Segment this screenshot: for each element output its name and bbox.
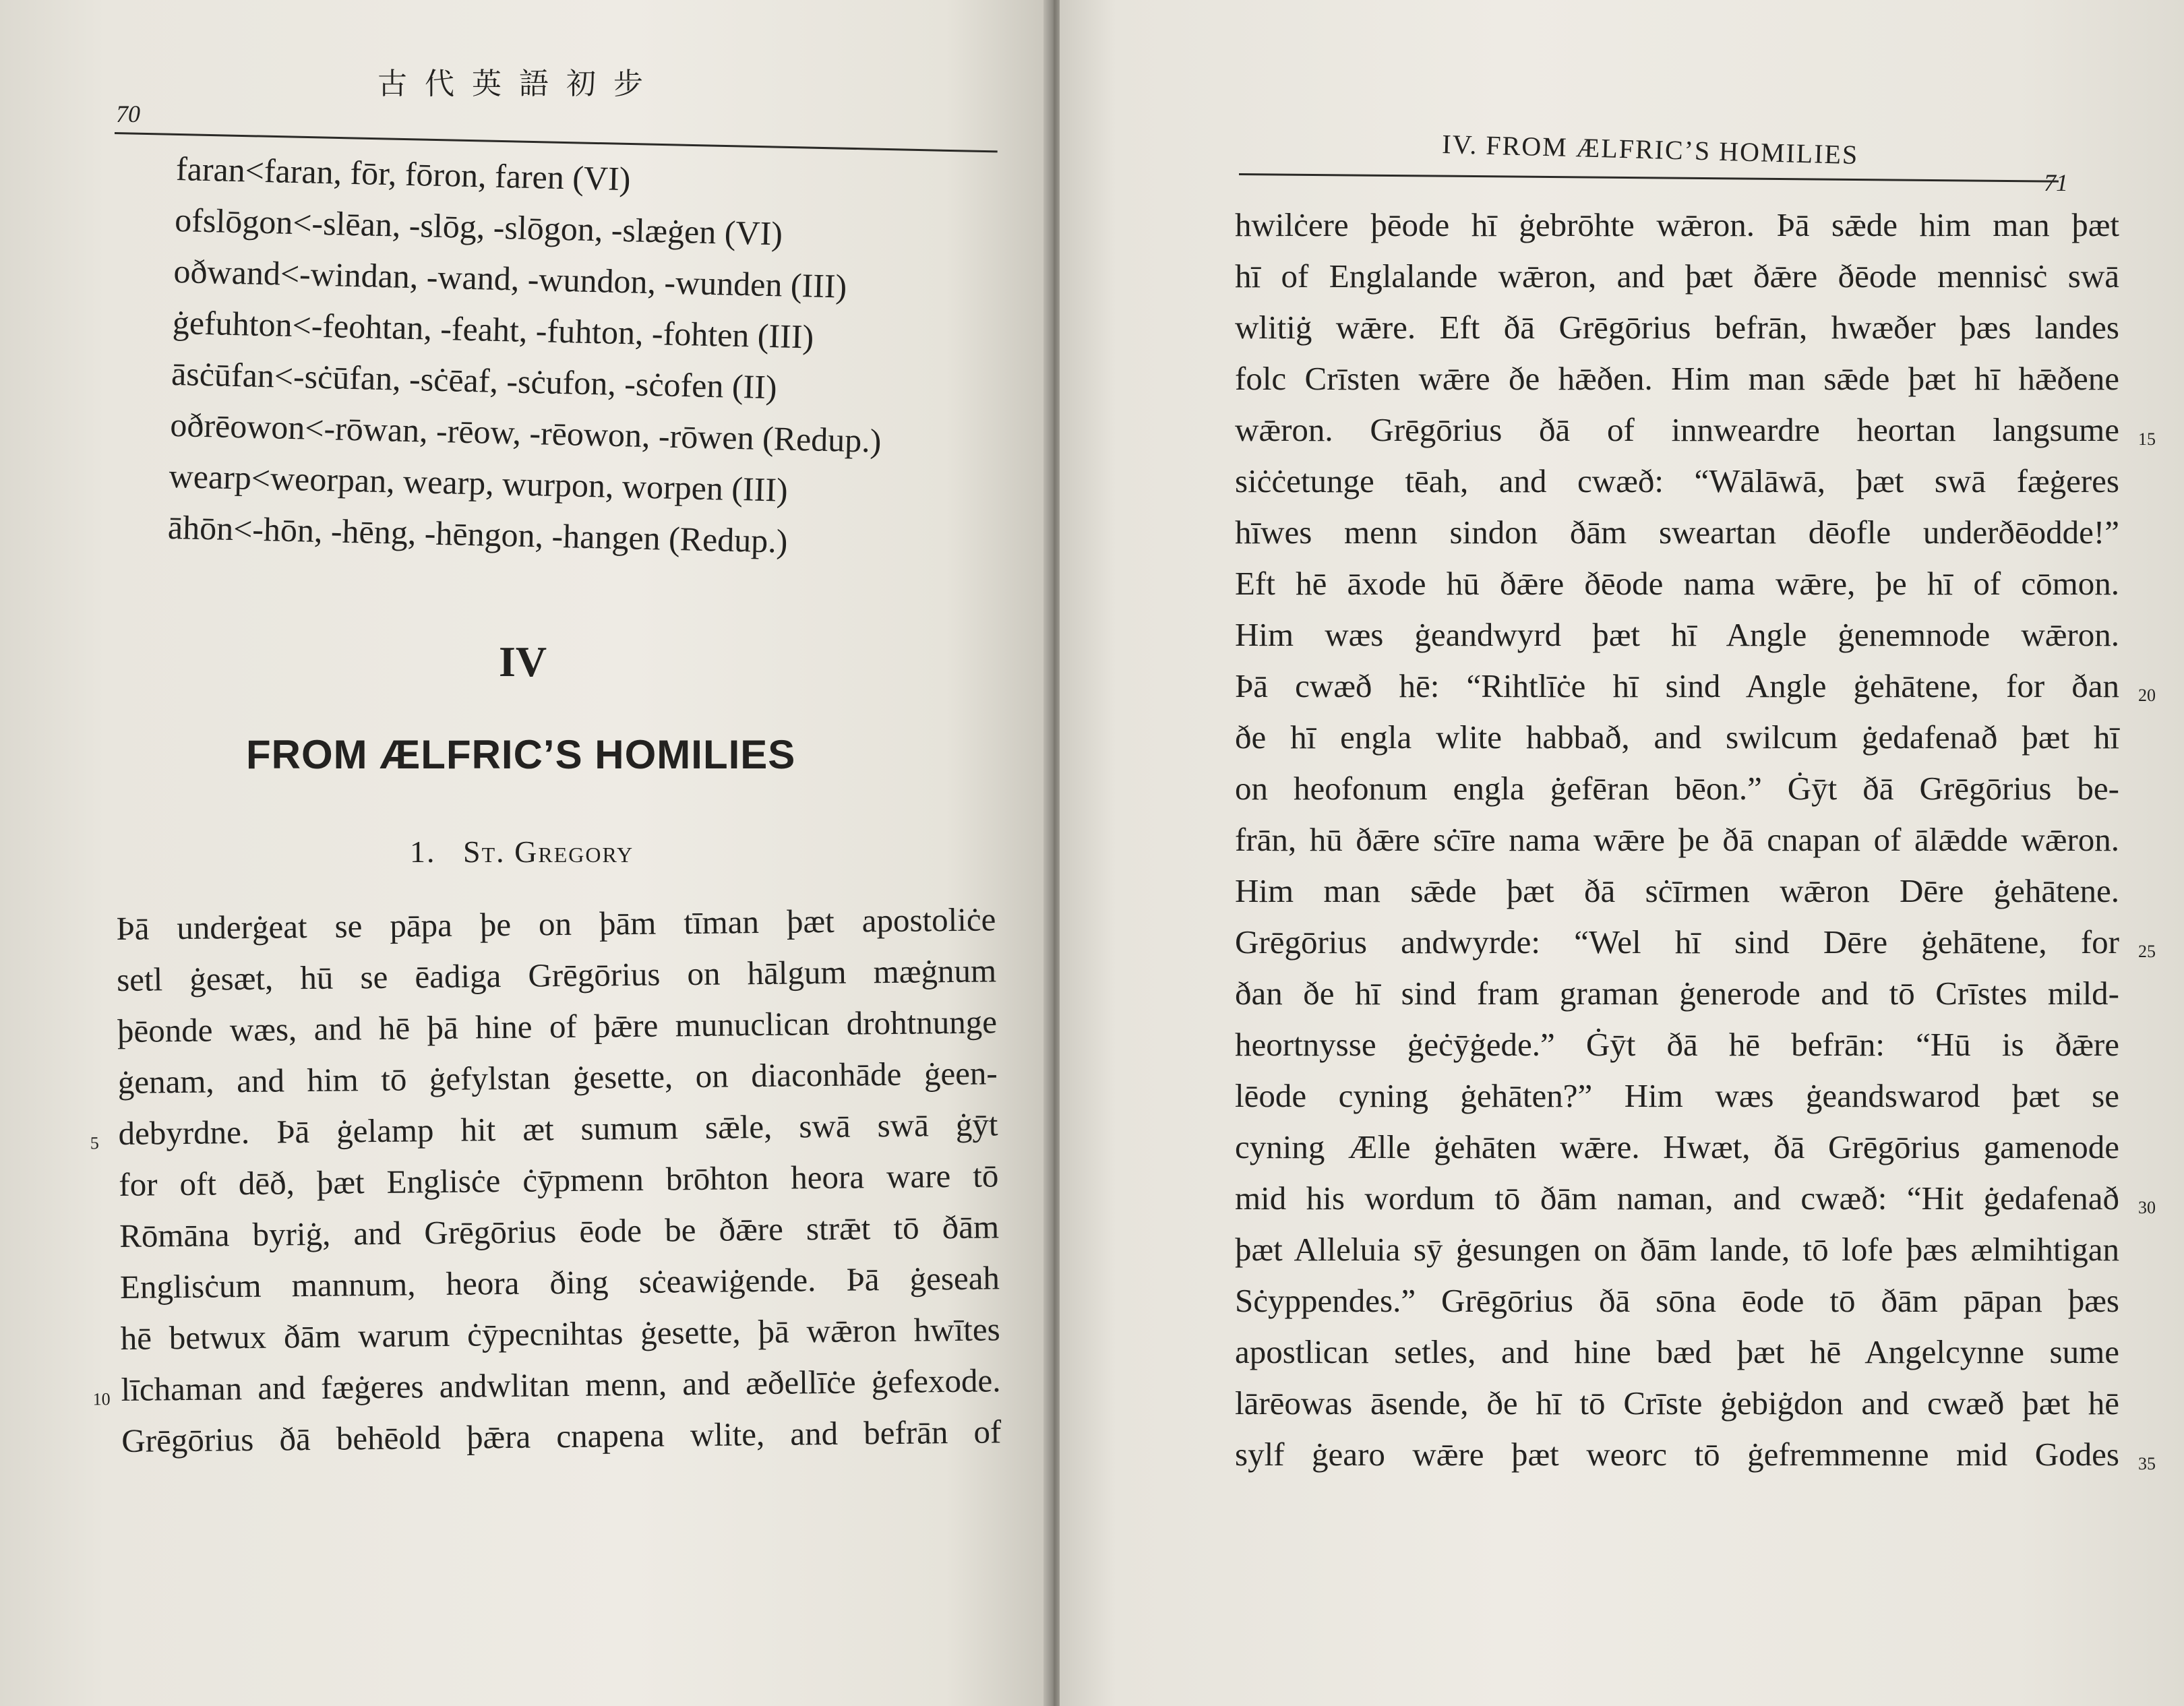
line-text: Eft hē āxode hū ðǣre ðēode nama wǣre, þe hī of cōmon.	[1235, 565, 2119, 602]
text-line	[1235, 968, 2119, 1019]
paradigm-row: ofslōgon<-slēan, -slōg, -slōgon, -slæġen (VI)	[174, 200, 783, 253]
text-line	[121, 1406, 1002, 1467]
text-line	[90, 1099, 998, 1159]
text-line	[120, 1304, 1000, 1364]
line-text: hīwes menn sindon ðām sweartan dēofle underðēodde!”	[1235, 514, 2119, 551]
right-page	[1060, 0, 2184, 1706]
line-text: ðe hī engla wlite habbað, and swilcum ġedafenað þæt hī	[1235, 719, 2119, 756]
header-rule-right	[1239, 173, 2059, 183]
line-text: līchaman and fæġeres andwlitan menn, and æðellīċe ġefexode.	[121, 1362, 1001, 1408]
line-text: siċċetunge tēah, and cwæð: “Wālāwā, þæt swā fæġeres	[1235, 462, 2119, 499]
text-line	[1235, 1070, 2119, 1122]
line-number: 35	[2138, 1454, 2156, 1473]
text-line	[1235, 456, 2119, 507]
line-text: hē betwux ðām warum ċȳpecnihtas ġesette, þā wǣron hwītes	[120, 1310, 1000, 1357]
line-text: lārēowas āsende, ðe hī tō Crīste ġebiġdon and cwæð þæt hē	[1235, 1384, 2119, 1422]
line-text: sylf ġearo wǣre þæt weorc tō ġefremmenne mid Godes	[1235, 1436, 2119, 1473]
text-line	[1235, 1173, 2156, 1224]
line-text: þæt Alleluia sȳ ġesungen on ðām lande, tō lofe þæs ælmihtigan	[1235, 1231, 2119, 1268]
text-line	[1235, 558, 2119, 609]
text-line	[1235, 353, 2119, 404]
line-number: 20	[2138, 686, 2156, 705]
line-text: Grēgōrius andwyrde: “Wel hī sind Dēre ġehātene, for	[1235, 923, 2119, 961]
text-line	[1235, 763, 2119, 814]
text-line	[1235, 1019, 2119, 1070]
subsection-number: 1.	[410, 834, 436, 869]
line-text: wǣron. Grēgōrius ðā of innweardre heortan langsume	[1235, 411, 2119, 448]
paradigm-row: āsċūfan<-sċūfan, -sċēaf, -sċufon, -sċofen (II)	[171, 354, 778, 406]
line-text: Rōmāna byriġ, and Grēgōrius ēode be ðǣre strǣt tō ðām	[119, 1208, 1000, 1254]
text-line	[119, 1201, 1000, 1262]
section-number: IV	[499, 638, 547, 686]
line-text: Englisċum mannum, heora ðing sċeawiġende. Þā ġeseah	[119, 1259, 1000, 1306]
line-number: 5	[90, 1133, 99, 1153]
paradigm-row: āhōn<-hōn, -hēng, -hēngon, -hangen (Redup.)	[167, 508, 789, 560]
text-line	[1235, 404, 2156, 456]
line-text: lēode cyning ġehāten?” Him wæs ġeandswarod þæt se	[1235, 1077, 2119, 1114]
text-line	[1235, 302, 2119, 353]
text-line	[1235, 507, 2119, 558]
text-line	[117, 945, 997, 1006]
line-number: 30	[2138, 1198, 2156, 1217]
text-line	[117, 1047, 998, 1108]
line-text: apostlican setles, and hine bæd þæt hē Angelcynne sume	[1235, 1333, 2119, 1370]
verb-paradigm-list	[167, 143, 888, 569]
text-line	[1235, 814, 2119, 865]
line-text: heortnysse ġeċȳġede.” Ġȳt ðā hē befrān: “Hū is ðǣre	[1235, 1026, 2119, 1063]
text-line	[1235, 1122, 2119, 1173]
text-line	[1235, 1275, 2119, 1327]
folio-right: 71	[2044, 169, 2068, 196]
text-line	[117, 996, 998, 1057]
line-text: wlitiġ wǣre. Eft ðā Grēgōrius befrān, hwæðer þæs landes	[1235, 309, 2119, 346]
line-text: ðan ðe hī sind fram graman ġenerode and tō Crīstes mild-	[1235, 975, 2119, 1012]
subsection-heading	[410, 834, 634, 870]
text-line	[1235, 251, 2119, 302]
paradigm-row: faran<faran, fōr, fōron, faren (VI)	[175, 149, 632, 198]
text-line	[1235, 865, 2119, 917]
text-line	[1235, 661, 2156, 712]
text-line	[116, 894, 996, 954]
line-text: Þā cwæð hē: “Rihtlīċe hī sind Angle ġehātene, for ðan	[1235, 667, 2119, 704]
subsection-title: St. Gregory	[463, 834, 634, 869]
text-line	[92, 1355, 1001, 1415]
text-line	[1235, 609, 2119, 661]
text-line	[119, 1150, 999, 1211]
line-number: 15	[2138, 429, 2156, 449]
section-title: FROM ÆLFRIC’S HOMILIES	[246, 732, 796, 777]
line-text: þēonde wæs, and hē þā hine of þǣre munuclican drohtnunge	[117, 1003, 998, 1049]
line-text: hwilċere þēode hī ġebrōhte wǣron. Þā sǣde him man þæt	[1235, 206, 2119, 243]
line-text: on heofonum engla ġefēran bēon.” Ġȳt ðā Grēgōrius be-	[1235, 770, 2119, 807]
line-text: Him wæs ġeandwyrd þæt hī Angle ġenemnode wǣron.	[1235, 616, 2119, 653]
running-header-right: IV. FROM ÆLFRIC’S HOMILIES	[1441, 128, 1859, 171]
line-text: Sċyppendes.” Grēgōrius ðā sōna ēode tō ðām pāpan þæs	[1235, 1282, 2119, 1319]
line-text: ġenam, and him tō ġefylstan ġesette, on diaconhāde ġeen-	[117, 1054, 998, 1101]
text-line	[1235, 712, 2119, 763]
right-text-block	[1235, 200, 2156, 1480]
line-text: cyning Ælle ġehāten wǣre. Hwæt, ðā Grēgōrius gamenode	[1235, 1128, 2119, 1165]
line-number: 25	[2138, 942, 2156, 961]
paradigm-row: wearp<weorpan, wearp, wurpon, worpen (III)	[169, 456, 789, 509]
line-text: folc Crīsten wǣre ðe hǣðen. Him man sǣde þæt hī hǣðene	[1235, 360, 2119, 397]
line-text: debyrdne. Þā ġelamp hit æt sumum sǣle, swā swā ġȳt	[118, 1105, 998, 1152]
folio-left: 70	[116, 100, 140, 127]
running-header-left: 古代英語初步	[377, 67, 661, 101]
text-line	[120, 1252, 1000, 1313]
line-text: Þā underġeat se pāpa þe on þām tīman þæt apostoliċe	[116, 901, 996, 947]
text-line	[1235, 917, 2156, 968]
line-text: for oft dēð, þæt Englisċe ċȳpmenn brōhton heora ware tō	[119, 1157, 999, 1203]
paradigm-row: oðrēowon<-rōwan, -rēow, -rēowon, -rōwen (Redup.)	[169, 405, 882, 460]
text-line	[1235, 200, 2119, 251]
line-text: hī of Englalande wǣron, and þæt ðǣre ðēode mennisċ swā	[1235, 257, 2119, 295]
line-number: 10	[92, 1389, 111, 1409]
line-text: setl ġesæt, hū se ēadiga Grēgōrius on hālgum mæġnum	[116, 952, 997, 998]
text-line	[1235, 1327, 2119, 1378]
left-text-block	[90, 894, 1002, 1467]
paradigm-row: oðwand<-windan, -wand, -wundon, -wunden (III)	[173, 251, 847, 305]
left-page	[0, 0, 1052, 1706]
line-text: mid his wordum tō ðām naman, and cwæð: “Hit ġedafenað	[1235, 1180, 2119, 1217]
text-line	[1235, 1429, 2156, 1480]
paradigm-row: ġefuhton<-feohtan, -feaht, -fuhton, -fohten (III)	[172, 303, 814, 356]
line-text: frān, hū ðǣre sċīre nama wǣre þe ðā cnapan of ālǣdde wǣron.	[1235, 821, 2119, 858]
line-text: Him man sǣde þæt ðā sċīrmen wǣron Dēre ġehātene.	[1235, 872, 2119, 909]
line-text: Grēgōrius ðā behēold þǣra cnapena wlite, and befrān of	[121, 1413, 1002, 1459]
text-line	[1235, 1224, 2119, 1275]
text-line	[1235, 1378, 2119, 1429]
